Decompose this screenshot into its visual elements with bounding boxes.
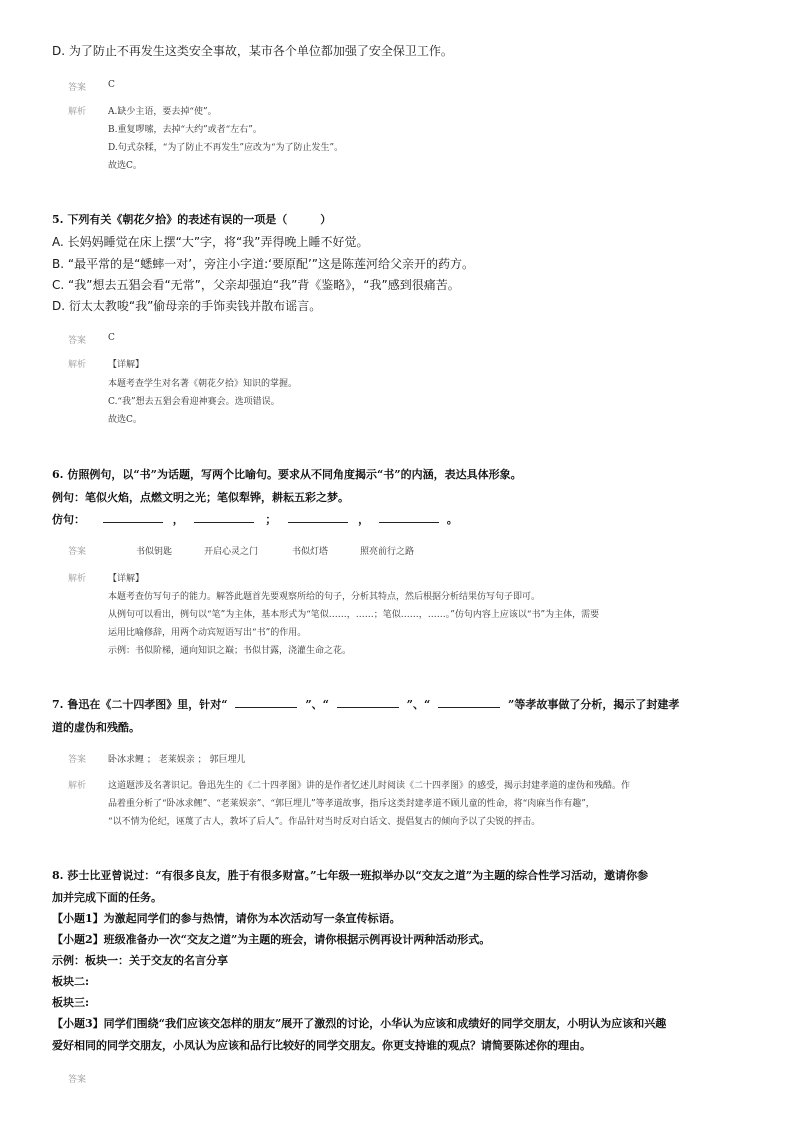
q4-answer-label: 答案 <box>68 83 87 93</box>
q6-analysis-label: 解析 <box>68 574 87 584</box>
q8-block-3: 板块三: <box>52 996 90 1009</box>
q8-answer-label: 答案 <box>68 1075 87 1085</box>
q4-analysis-line: 故选C。 <box>108 161 142 171</box>
q5-option-a: A. 长妈妈睡觉在床上摆“大”字，将“我”弄得晚上睡不好觉。 <box>52 235 369 249</box>
q7-stem-line2: 道的虚伪和残酷。 <box>52 721 140 734</box>
q8-block-2: 板块二: <box>52 975 90 988</box>
q7-stem-line1 <box>52 696 679 712</box>
q8-subq-3: 【小题3】同学们围绕“我们应该交怎样的朋友”展开了激烈的讨论，小华认为应该和成绩好的同学交朋友，小明认为应该和兴趣 <box>52 1017 667 1030</box>
q6-answer-1: 书似钥匙 <box>136 547 173 557</box>
q4-analysis-label: 解析 <box>68 107 87 117</box>
q6-stem: 6. 仿照例句，以“书”为话题，写两个比喻句。要求从不同角度揭示“书”的内涵，表达具体形象。 <box>52 468 522 481</box>
q6-analysis-line: 本题考查仿写句子的能力。解答此题首先要观察所给的句子，分析其特点，然后根据分析结果仿写句子即可。 <box>108 592 541 602</box>
q6-blank-1[interactable] <box>103 512 163 523</box>
q8-line: 爱好相同的同学交朋友，小凤认为应该和品行比较好的同学交朋友。你更支持谁的观点？请简要陈述你的理由。 <box>52 1039 591 1052</box>
q7-analysis-line: “以不情为伦纪，诬蔑了古人，教坏了后人”。作品针对当时反对白话文、提倡复古的倾向予以了尖锐的抨击。 <box>108 817 541 827</box>
q7-answer: 卧冰求鲤 ； 老莱娱亲 ； 郭巨埋儿 <box>108 755 246 765</box>
q6-imitation-row <box>52 511 458 527</box>
q6-example: 例句：笔似火焰，点燃文明之光；笔似犁铧，耕耘五彩之梦。 <box>52 491 349 504</box>
q4-analysis-line: D.句式杂糅，“为了防止不再发生”应改为“为了防止发生”。 <box>108 143 344 153</box>
q7-stem-end: ”等孝故事做了分析，揭示了封建孝 <box>508 698 680 711</box>
q6-sep-1: ， <box>172 513 184 526</box>
q8-subq-1: 【小题1】为激起同学们的参与热情，请你为本次活动写一条宣传标语。 <box>52 912 401 925</box>
q8-line: 8. 莎士比亚曾说过：“有很多良友，胜于有很多财富。”七年级一班拟举办以“交友之道”为主题的综合性学习活动，邀请你参 <box>52 869 649 882</box>
q6-sep-2: ； <box>265 513 277 526</box>
q7-blank-2[interactable] <box>337 697 399 708</box>
q5-answer-label: 答案 <box>68 336 87 346</box>
q6-sep-3: ， <box>358 513 370 526</box>
q7-analysis-line: 品着重分析了“卧冰求鲤”、“老莱娱亲”、“郭巨埋儿”等孝道故事，指斥这类封建孝道不顾儿童的性命，将“肉麻当作有趣”， <box>108 799 595 809</box>
q4-analysis-line: B.重复啰嗦，去掉“大约”或者“左右”。 <box>108 125 262 135</box>
q6-analysis-line: 从例句可以看出，例句以“笔”为主体，基本形式为“笔似……，……；笔似……，……。”仿句内容上应该以“书”为主体，需要 <box>108 610 600 620</box>
q6-blank-4[interactable] <box>379 512 439 523</box>
q8-line: 加并完成下面的任务。 <box>52 891 162 904</box>
q6-answer-2: 开启心灵之门 <box>204 547 259 557</box>
q6-end: 。 <box>446 513 458 526</box>
q5-analysis-line: C.“我”想去五猖会看迎神赛会。选项错误。 <box>108 397 280 407</box>
q5-answer: C <box>108 333 115 343</box>
q5-analysis-line: 本题考查学生对名著《朝花夕拾》知识的掌握。 <box>108 379 298 389</box>
q6-blank-2[interactable] <box>194 512 254 523</box>
q6-imitation-label: 仿句： <box>52 513 85 526</box>
q7-answer-label: 答案 <box>68 755 87 765</box>
q4-analysis-line: A.缺少主语，要去掉“使”。 <box>108 107 217 117</box>
q5-option-b: B. “最平常的是“蟋蟀一对’，旁注小字道:‘要原配’”这是陈莲河给父亲开的药方。 <box>52 257 475 271</box>
q7-stem-start: 7. 鲁迅在《二十四孝图》里，针对“ <box>52 698 228 711</box>
q7-blank-1[interactable] <box>235 697 297 708</box>
q6-answer-label: 答案 <box>68 547 87 557</box>
q6-answer-4: 照亮前行之路 <box>360 547 415 557</box>
q8-example: 示例：板块一：关于交友的名言分享 <box>52 954 228 967</box>
q4-option-d: D. 为了防止不再发生这类安全事故，某市各个单位都加强了安全保卫工作。 <box>52 44 453 58</box>
q6-analysis-line: 运用比喻修辞，用两个动宾短语写出“书”的作用。 <box>108 628 307 638</box>
q5-stem: 5. 下列有关《朝花夕拾》的表述有误的一项是（ ） <box>52 213 332 226</box>
q6-analysis-line: 示例：书似阶梯，通向知识之巅；书似甘露，浇灌生命之花。 <box>108 646 352 656</box>
q7-analysis-label: 解析 <box>68 781 87 791</box>
q7-blank-3[interactable] <box>438 697 500 708</box>
q7-analysis-line: 这道题涉及名著识记。鲁迅先生的《二十四孝图》讲的是作者忆述儿时阅读《二十四孝图》的感受，揭示封建孝道的虚伪和残酷。作 <box>108 781 631 791</box>
q5-analysis-line: 故选C。 <box>108 415 142 425</box>
q8-subq-2: 【小题2】班级准备办一次“交友之道”为主题的班会，请你根据示例再设计两种活动形式。 <box>52 933 491 946</box>
q7-quote-mid-1: ”、“ <box>305 698 329 711</box>
q6-answer-3: 书似灯塔 <box>292 547 329 557</box>
q5-analysis-line: 【详解】 <box>108 360 145 370</box>
q4-answer: C <box>108 80 115 90</box>
q5-analysis-label: 解析 <box>68 360 87 370</box>
q7-quote-mid-2: ”、“ <box>406 698 431 711</box>
q6-analysis-line: 【详解】 <box>108 574 145 584</box>
q5-option-c: C. “我”想去五猖会看“无常”，父亲却强迫“我”背《鉴略》，“我”感到很痛苦。 <box>52 278 460 292</box>
q6-blank-3[interactable] <box>288 512 348 523</box>
q5-option-d: D. 衍太太教唆“我”偷母亲的手饰卖钱并散布谣言。 <box>52 299 322 313</box>
